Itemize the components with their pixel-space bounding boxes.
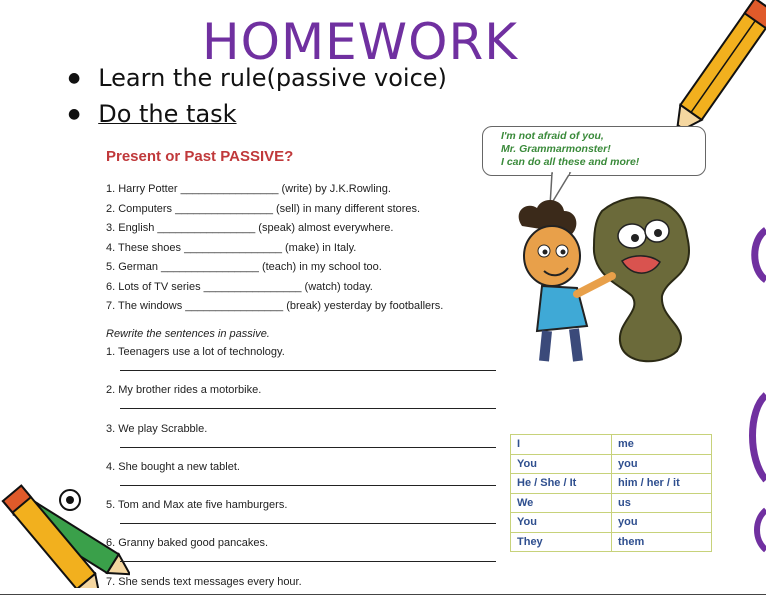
- answer-line: [120, 447, 496, 448]
- pronoun-row: [511, 493, 712, 513]
- exercise-2-sentence: 6. Granny baked good pancakes.: [106, 537, 269, 550]
- bullet-text: Do the task: [98, 100, 237, 128]
- slide-title: HOMEWORK: [201, 13, 518, 71]
- object-pronoun-cell: me: [612, 435, 712, 455]
- exercise-1-item: 5. German ________________ (teach) in my school too.: [106, 261, 382, 273]
- subject-pronoun-cell: I: [511, 435, 612, 455]
- exercise-1: [106, 180, 443, 317]
- exercise-1-item: 1. Harry Potter ________________ (write) by J.K.Rowling.: [106, 183, 391, 195]
- object-pronoun-cell: them: [612, 532, 712, 552]
- answer-line: [120, 485, 496, 486]
- subject-pronoun-cell: You: [511, 513, 612, 533]
- answer-line: [120, 408, 496, 409]
- subject-pronoun-cell: They: [511, 532, 612, 552]
- subject-pronoun-cell: You: [511, 454, 612, 474]
- bullet-item: [68, 96, 447, 132]
- exercise-1-item: 7. The windows ________________ (break) yesterday by footballers.: [106, 300, 444, 312]
- pronoun-row: [511, 532, 712, 552]
- exercise-2-item: [106, 384, 302, 422]
- exercise-2-sentence: 3. We play Scrabble.: [106, 422, 208, 435]
- exercise-2-sentence: 4. She bought a new tablet.: [106, 460, 240, 473]
- exercise-2-item: [106, 423, 302, 461]
- object-pronoun-cell: you: [612, 454, 712, 474]
- bullet-icon: ●: [68, 106, 81, 122]
- slide-bottom-line: [0, 594, 766, 595]
- subject-pronoun-cell: We: [511, 493, 612, 513]
- exercise-2-sentence: 2. My brother rides a motorbike.: [106, 384, 262, 397]
- exercise-2-heading: Rewrite the sentences in passive.: [106, 328, 270, 340]
- exercise-1-item: 3. English ________________ (speak) almost everywhere.: [106, 222, 394, 234]
- boy-and-monster-illustration-icon: [482, 126, 704, 366]
- exercise-1-item: 2. Computers ________________ (sell) in many different stores.: [106, 202, 421, 215]
- exercise-2-item: [106, 499, 302, 537]
- object-pronoun-cell: us: [612, 493, 712, 513]
- exercise-2-sentence: 7. She sends text messages every hour.: [106, 575, 302, 588]
- answer-line: [120, 523, 496, 524]
- exercise-2-sentence: 5. Tom and Max ate five hamburgers.: [106, 499, 288, 512]
- object-pronoun-cell: him / her / it: [612, 474, 712, 494]
- object-pronoun-cell: you: [612, 513, 712, 533]
- pronoun-row: [511, 513, 712, 533]
- exercise-2-sentence: 1. Teenagers use a lot of technology.: [106, 346, 285, 358]
- pronoun-table: [510, 434, 712, 552]
- exercise-2-item: [106, 346, 302, 384]
- worksheet: [100, 130, 520, 598]
- exercise-1-item: 6. Lots of TV series ________________ (watch) today.: [106, 280, 373, 293]
- bullet-list: [68, 60, 447, 132]
- bullet-text: Learn the rule(passive voice): [98, 64, 447, 92]
- pronoun-row: [511, 474, 712, 494]
- pronoun-row: [511, 435, 712, 455]
- comic-illustration: [482, 126, 704, 366]
- exercise-2: [106, 346, 302, 614]
- bullet-icon: ●: [68, 70, 81, 86]
- speech-bubble-text: I'm not afraid of you, Mr. Grammarmonster! I can do all these and more!: [501, 130, 640, 168]
- bullet-item: [68, 60, 447, 96]
- answer-line: [120, 561, 496, 562]
- pronoun-row: [511, 454, 712, 474]
- subject-pronoun-cell: He / She / It: [511, 474, 612, 494]
- worksheet-title: Present or Past PASSIVE?: [106, 148, 294, 165]
- answer-line: [120, 370, 496, 371]
- decorative-swirl-icon: [746, 220, 766, 560]
- exercise-2-item: [106, 461, 302, 499]
- exercise-2-item: [106, 537, 302, 575]
- exercise-1-item: 4. These shoes ________________ (make) in Italy.: [106, 241, 357, 254]
